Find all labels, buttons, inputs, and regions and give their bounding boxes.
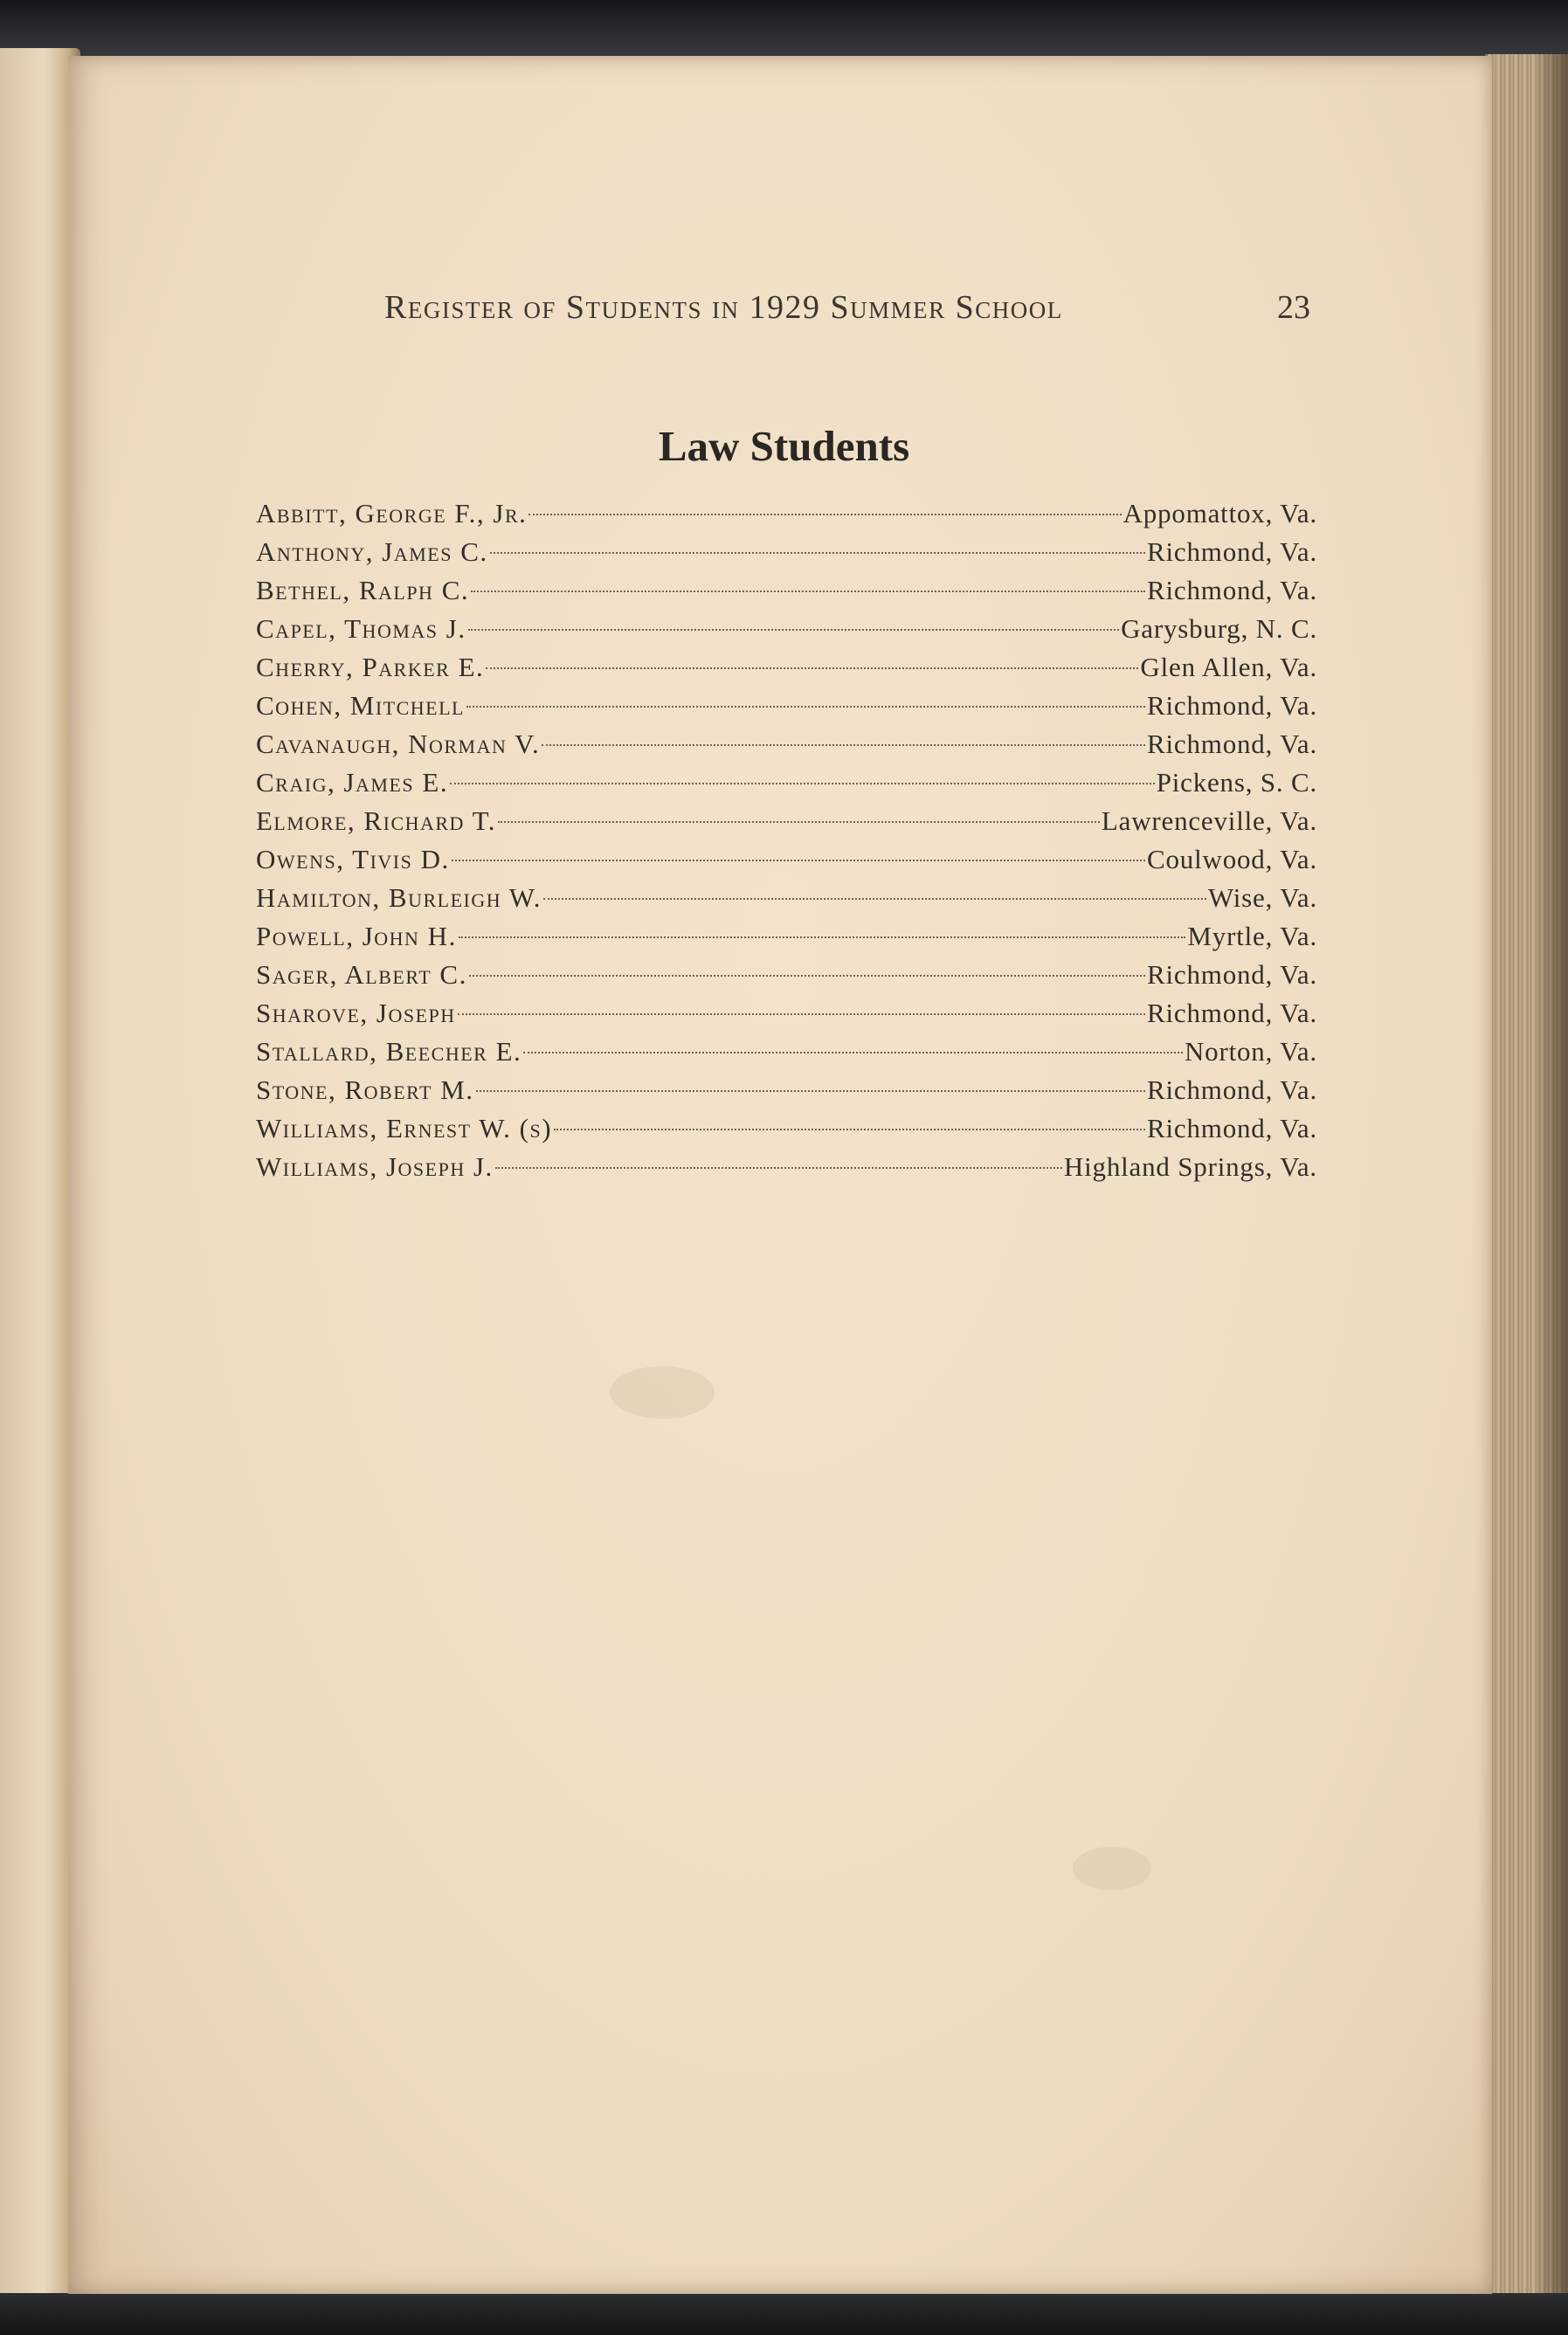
student-hometown: Pickens, S. C. (1156, 767, 1317, 798)
student-name: Cavanaugh, Norman V. (256, 729, 541, 759)
dot-leader (498, 821, 1100, 823)
student-hometown: Highland Springs, Va. (1063, 1151, 1317, 1182)
student-entry (256, 648, 1317, 687)
dot-leader (542, 744, 1145, 746)
student-hometown: Myrtle, Va. (1187, 921, 1317, 951)
student-hometown: Norton, Va. (1184, 1036, 1317, 1067)
student-name: Owens, Tivis D. (256, 844, 450, 874)
student-hometown: Richmond, Va. (1147, 998, 1317, 1028)
student-name: Abbitt, George F., Jr. (256, 498, 528, 528)
running-head (384, 288, 1310, 332)
student-entry (256, 879, 1317, 917)
student-hometown: Richmond, Va. (1147, 1074, 1317, 1105)
student-entry (256, 1071, 1317, 1109)
student-hometown: Richmond, Va. (1147, 1113, 1317, 1143)
student-name: Williams, Joseph J. (256, 1151, 494, 1182)
paper-stain (610, 1366, 715, 1419)
student-name: Anthony, James C. (256, 536, 488, 567)
student-entry (256, 956, 1317, 994)
dot-leader (466, 706, 1145, 708)
book-cover-bottom (0, 2293, 1568, 2335)
student-entry (256, 840, 1317, 879)
student-hometown: Lawrenceville, Va. (1101, 805, 1317, 836)
student-entry (256, 1148, 1317, 1186)
student-name: Capel, Thomas J. (256, 613, 466, 644)
student-hometown: Garysburg, N. C. (1121, 613, 1317, 644)
student-entry (256, 610, 1317, 648)
student-name: Craig, James E. (256, 767, 449, 798)
student-name: Elmore, Richard T. (256, 805, 497, 836)
student-name: Stallard, Beecher E. (256, 1036, 522, 1067)
student-name: Sharove, Joseph (256, 998, 456, 1028)
student-entry (256, 1033, 1317, 1071)
student-name: Sager, Albert C. (256, 959, 467, 990)
student-entry (256, 917, 1317, 956)
dot-leader (476, 1090, 1146, 1092)
student-entry (256, 571, 1317, 610)
student-name: Hamilton, Burleigh W. (256, 882, 542, 913)
student-name: Cherry, Parker E. (256, 652, 485, 682)
student-hometown: Richmond, Va. (1147, 959, 1317, 990)
student-hometown: Richmond, Va. (1147, 690, 1317, 721)
student-hometown: Richmond, Va. (1147, 536, 1317, 567)
dot-leader (471, 591, 1145, 592)
right-page-edges-shadow (1537, 54, 1568, 2295)
student-entry (256, 687, 1317, 725)
student-hometown: Glen Allen, Va. (1140, 652, 1317, 682)
student-hometown: Richmond, Va. (1147, 729, 1317, 759)
student-list (256, 494, 1317, 1186)
student-hometown: Coulwood, Va. (1147, 844, 1317, 874)
student-name: Powell, John H. (256, 921, 457, 951)
dot-leader (528, 514, 1121, 515)
student-entry (256, 763, 1317, 802)
student-hometown: Appomattox, Va. (1122, 498, 1317, 528)
student-name: Stone, Robert M. (256, 1074, 474, 1105)
running-title: Register of Students in 1929 Summer School (384, 289, 1063, 326)
student-entry (256, 802, 1317, 840)
student-name: Bethel, Ralph C. (256, 575, 470, 605)
dot-leader (495, 1167, 1062, 1169)
book-cover-top (0, 0, 1568, 61)
student-name: Williams, Ernest W. (s) (256, 1113, 553, 1143)
paper-stain (1073, 1847, 1151, 1890)
student-entry (256, 533, 1317, 571)
dot-leader (468, 629, 1120, 631)
student-entry (256, 725, 1317, 763)
dot-leader (543, 898, 1206, 900)
dot-leader (458, 1013, 1145, 1015)
student-name: Cohen, Mitchell (256, 690, 465, 721)
section-title: Law Students (658, 422, 910, 470)
student-hometown: Wise, Va. (1207, 882, 1317, 913)
dot-leader (459, 936, 1186, 938)
dot-leader (490, 552, 1145, 554)
student-entry (256, 494, 1317, 533)
student-entry (256, 994, 1317, 1033)
student-entry (256, 1109, 1317, 1148)
dot-leader (452, 860, 1145, 861)
dot-leader (523, 1052, 1183, 1054)
dot-leader (486, 667, 1138, 669)
dot-leader (554, 1129, 1145, 1130)
dot-leader (469, 975, 1145, 977)
dot-leader (450, 783, 1155, 784)
page-number: 23 (1277, 289, 1310, 326)
student-hometown: Richmond, Va. (1147, 575, 1317, 605)
